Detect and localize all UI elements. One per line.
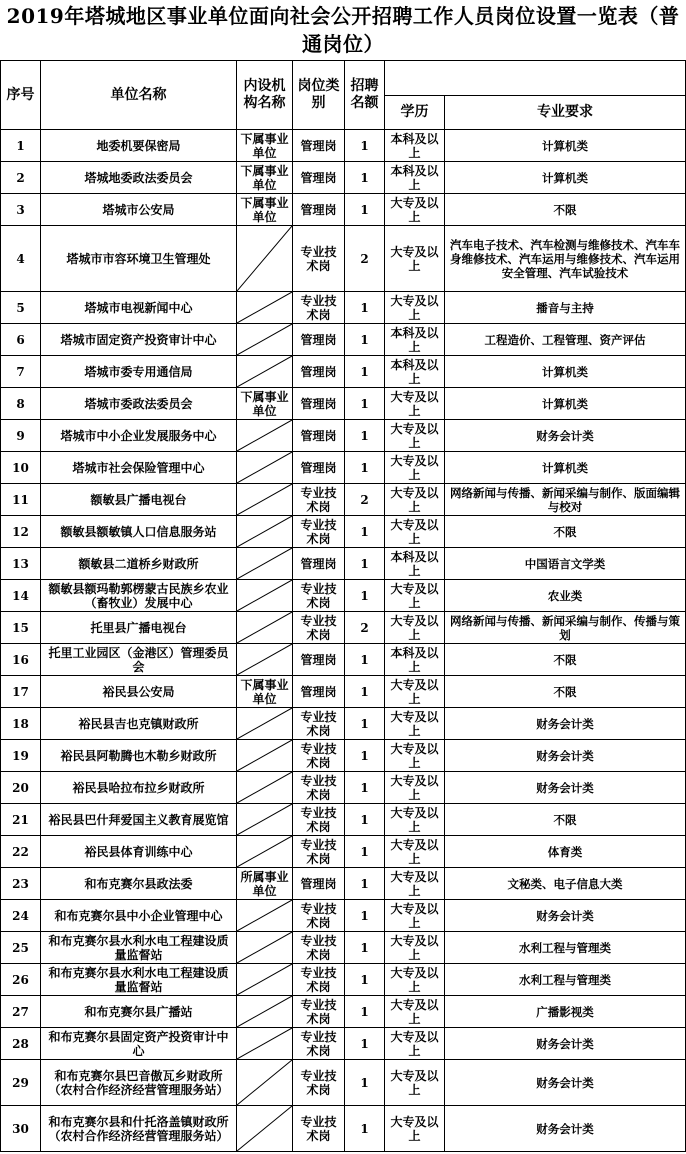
cell-seq: 20 — [1, 772, 41, 804]
header-edu: 学历 — [385, 96, 445, 130]
cell-count: 1 — [345, 708, 385, 740]
cell-type: 专业技术岗 — [293, 484, 345, 516]
cell-edu: 大专及以上 — [385, 996, 445, 1028]
cell-major: 水利工程与管理类 — [445, 932, 686, 964]
cell-edu: 大专及以上 — [385, 1106, 445, 1152]
cell-major: 中国语言文学类 — [445, 548, 686, 580]
cell-seq: 19 — [1, 740, 41, 772]
cell-type: 专业技术岗 — [293, 740, 345, 772]
cell-inner — [237, 996, 293, 1028]
cell-major: 财务会计类 — [445, 1106, 686, 1152]
diagonal-slash-icon — [237, 804, 292, 835]
cell-inner — [237, 612, 293, 644]
header-seq: 序号 — [1, 61, 41, 130]
cell-type: 专业技术岗 — [293, 612, 345, 644]
cell-type: 管理岗 — [293, 324, 345, 356]
cell-inner — [237, 964, 293, 996]
cell-unit: 裕民县体育训练中心 — [41, 836, 237, 868]
cell-unit: 额敏县二道桥乡财政所 — [41, 548, 237, 580]
diagonal-slash-icon — [237, 484, 292, 515]
cell-type: 管理岗 — [293, 194, 345, 226]
cell-edu: 大专及以上 — [385, 804, 445, 836]
cell-edu: 本科及以上 — [385, 356, 445, 388]
cell-edu: 本科及以上 — [385, 130, 445, 162]
page-title: 2019年塔城地区事业单位面向社会公开招聘工作人员岗位设置一览表（普通岗位） — [6, 4, 680, 56]
cell-inner — [237, 516, 293, 548]
cell-count: 1 — [345, 964, 385, 996]
cell-type: 管理岗 — [293, 548, 345, 580]
cell-count: 1 — [345, 548, 385, 580]
table-row — [1, 452, 686, 484]
table-row — [1, 612, 686, 644]
cell-unit: 额敏县额玛勒郭楞蒙古民族乡农业（畜牧业）发展中心 — [41, 580, 237, 612]
cell-major: 水利工程与管理类 — [445, 964, 686, 996]
cell-count: 1 — [345, 388, 385, 420]
cell-major: 不限 — [445, 676, 686, 708]
cell-inner: 下属事业单位 — [237, 388, 293, 420]
cell-unit: 和布克赛尔县水利水电工程建设质量监督站 — [41, 932, 237, 964]
cell-edu: 本科及以上 — [385, 162, 445, 194]
cell-major: 不限 — [445, 644, 686, 676]
cell-count: 1 — [345, 1106, 385, 1152]
cell-unit: 塔城市固定资产投资审计中心 — [41, 324, 237, 356]
cell-seq: 29 — [1, 1060, 41, 1106]
cell-type: 管理岗 — [293, 868, 345, 900]
cell-major: 文秘类、电子信息大类 — [445, 868, 686, 900]
cell-type: 专业技术岗 — [293, 964, 345, 996]
cell-edu: 大专及以上 — [385, 868, 445, 900]
cell-edu: 本科及以上 — [385, 548, 445, 580]
cell-type: 专业技术岗 — [293, 708, 345, 740]
cell-edu: 大专及以上 — [385, 836, 445, 868]
table-body — [1, 130, 686, 1152]
table-row — [1, 1028, 686, 1060]
cell-edu: 大专及以上 — [385, 932, 445, 964]
cell-inner — [237, 836, 293, 868]
cell-type: 专业技术岗 — [293, 836, 345, 868]
cell-edu: 大专及以上 — [385, 900, 445, 932]
diagonal-slash-icon — [237, 996, 292, 1027]
cell-type: 管理岗 — [293, 644, 345, 676]
cell-major: 不限 — [445, 804, 686, 836]
cell-unit: 和布克赛尔县和什托洛盖镇财政所（农村合作经济经营管理服务站） — [41, 1106, 237, 1152]
cell-unit: 和布克赛尔县广播站 — [41, 996, 237, 1028]
cell-major: 网络新闻与传播、新闻采编与制作、版面编辑与校对 — [445, 484, 686, 516]
cell-major: 广播影视类 — [445, 996, 686, 1028]
table-row — [1, 162, 686, 194]
diagonal-slash-icon — [237, 612, 292, 643]
cell-edu: 大专及以上 — [385, 964, 445, 996]
cell-inner: 下属事业单位 — [237, 162, 293, 194]
cell-type: 管理岗 — [293, 676, 345, 708]
cell-unit: 和布克赛尔县巴音傲瓦乡财政所（农村合作经济经营管理服务站） — [41, 1060, 237, 1106]
table-row — [1, 964, 686, 996]
cell-seq: 9 — [1, 420, 41, 452]
table-row — [1, 420, 686, 452]
header-type: 岗位类别 — [293, 61, 345, 130]
diagonal-slash-icon — [237, 1106, 292, 1151]
diagonal-slash-icon — [237, 1060, 292, 1105]
cell-seq: 25 — [1, 932, 41, 964]
cell-type: 专业技术岗 — [293, 772, 345, 804]
cell-count: 2 — [345, 226, 385, 292]
diagonal-slash-icon — [237, 964, 292, 995]
cell-unit: 托里工业园区（金港区）管理委员会 — [41, 644, 237, 676]
cell-seq: 22 — [1, 836, 41, 868]
cell-inner — [237, 484, 293, 516]
cell-inner — [237, 708, 293, 740]
cell-major: 农业类 — [445, 580, 686, 612]
cell-inner — [237, 1060, 293, 1106]
cell-seq: 26 — [1, 964, 41, 996]
cell-count: 1 — [345, 772, 385, 804]
cell-seq: 15 — [1, 612, 41, 644]
cell-count: 1 — [345, 1060, 385, 1106]
cell-unit: 裕民县巴什拜爱国主义教育展览馆 — [41, 804, 237, 836]
cell-unit: 托里县广播电视台 — [41, 612, 237, 644]
cell-seq: 10 — [1, 452, 41, 484]
cell-count: 1 — [345, 868, 385, 900]
table-row — [1, 740, 686, 772]
diagonal-slash-icon — [237, 420, 292, 451]
cell-seq: 21 — [1, 804, 41, 836]
cell-edu: 大专及以上 — [385, 226, 445, 292]
cell-count: 1 — [345, 452, 385, 484]
header-unit: 单位名称 — [41, 61, 237, 130]
table-row — [1, 996, 686, 1028]
cell-seq: 7 — [1, 356, 41, 388]
cell-count: 1 — [345, 1028, 385, 1060]
cell-inner — [237, 740, 293, 772]
cell-count: 1 — [345, 996, 385, 1028]
cell-major: 财务会计类 — [445, 772, 686, 804]
cell-unit: 塔城市中小企业发展服务中心 — [41, 420, 237, 452]
cell-inner — [237, 900, 293, 932]
cell-count: 1 — [345, 194, 385, 226]
cell-edu: 大专及以上 — [385, 292, 445, 324]
table-row — [1, 868, 686, 900]
cell-major: 财务会计类 — [445, 900, 686, 932]
cell-count: 1 — [345, 900, 385, 932]
cell-major: 财务会计类 — [445, 708, 686, 740]
cell-unit: 和布克赛尔县固定资产投资审计中心 — [41, 1028, 237, 1060]
cell-type: 专业技术岗 — [293, 292, 345, 324]
cell-major: 计算机类 — [445, 356, 686, 388]
diagonal-slash-icon — [237, 226, 292, 291]
cell-inner — [237, 644, 293, 676]
cell-inner — [237, 932, 293, 964]
table-row — [1, 516, 686, 548]
table-row — [1, 194, 686, 226]
cell-count: 1 — [345, 580, 385, 612]
cell-inner — [237, 1028, 293, 1060]
table-row — [1, 226, 686, 292]
cell-inner — [237, 452, 293, 484]
cell-inner — [237, 772, 293, 804]
cell-type: 专业技术岗 — [293, 1028, 345, 1060]
cell-count: 1 — [345, 292, 385, 324]
cell-major: 汽车电子技术、汽车检测与维修技术、汽车车身维修技术、汽车运用与维修技术、汽车运用安全管理、汽车试验技术 — [445, 226, 686, 292]
diagonal-slash-icon — [237, 452, 292, 483]
cell-count: 1 — [345, 516, 385, 548]
cell-edu: 本科及以上 — [385, 324, 445, 356]
cell-major: 计算机类 — [445, 130, 686, 162]
cell-inner: 下属事业单位 — [237, 130, 293, 162]
cell-unit: 和布克赛尔县政法委 — [41, 868, 237, 900]
header-row-top — [1, 61, 686, 96]
cell-edu: 大专及以上 — [385, 676, 445, 708]
cell-count: 1 — [345, 324, 385, 356]
cell-unit: 塔城市公安局 — [41, 194, 237, 226]
cell-inner — [237, 226, 293, 292]
cell-seq: 24 — [1, 900, 41, 932]
cell-inner — [237, 356, 293, 388]
cell-unit: 裕民县公安局 — [41, 676, 237, 708]
table-row — [1, 356, 686, 388]
table-row — [1, 676, 686, 708]
cell-type: 管理岗 — [293, 162, 345, 194]
cell-type: 管理岗 — [293, 130, 345, 162]
cell-inner — [237, 1106, 293, 1152]
cell-edu: 大专及以上 — [385, 1060, 445, 1106]
cell-major: 网络新闻与传播、新闻采编与制作、传播与策划 — [445, 612, 686, 644]
cell-seq: 12 — [1, 516, 41, 548]
table-row — [1, 484, 686, 516]
table-row — [1, 1060, 686, 1106]
cell-major: 不限 — [445, 516, 686, 548]
cell-count: 2 — [345, 484, 385, 516]
cell-edu: 大专及以上 — [385, 580, 445, 612]
cell-unit: 额敏县广播电视台 — [41, 484, 237, 516]
cell-seq: 4 — [1, 226, 41, 292]
cell-seq: 14 — [1, 580, 41, 612]
cell-type: 管理岗 — [293, 452, 345, 484]
cell-inner: 下属事业单位 — [237, 676, 293, 708]
cell-major: 播音与主持 — [445, 292, 686, 324]
cell-edu: 大专及以上 — [385, 516, 445, 548]
cell-seq: 11 — [1, 484, 41, 516]
cell-unit: 裕民县哈拉布拉乡财政所 — [41, 772, 237, 804]
diagonal-slash-icon — [237, 772, 292, 803]
cell-edu: 大专及以上 — [385, 612, 445, 644]
cell-major: 计算机类 — [445, 452, 686, 484]
cell-count: 1 — [345, 804, 385, 836]
cell-seq: 3 — [1, 194, 41, 226]
cell-count: 1 — [345, 356, 385, 388]
cell-inner — [237, 292, 293, 324]
cell-type: 专业技术岗 — [293, 1060, 345, 1106]
table-row — [1, 388, 686, 420]
table-row — [1, 708, 686, 740]
table-row — [1, 932, 686, 964]
cell-inner — [237, 580, 293, 612]
cell-edu: 大专及以上 — [385, 740, 445, 772]
cell-unit: 塔城市社会保险管理中心 — [41, 452, 237, 484]
cell-type: 管理岗 — [293, 420, 345, 452]
header-conditions — [385, 61, 686, 96]
cell-major: 工程造价、工程管理、资产评估 — [445, 324, 686, 356]
diagonal-slash-icon — [237, 1028, 292, 1059]
cell-inner — [237, 324, 293, 356]
table-row — [1, 644, 686, 676]
cell-unit: 塔城市委专用通信局 — [41, 356, 237, 388]
diagonal-slash-icon — [237, 708, 292, 739]
cell-unit: 塔城市市容环境卫生管理处 — [41, 226, 237, 292]
cell-inner — [237, 420, 293, 452]
cell-major: 不限 — [445, 194, 686, 226]
positions-table — [0, 60, 686, 1152]
cell-count: 1 — [345, 676, 385, 708]
diagonal-slash-icon — [237, 324, 292, 355]
table-row — [1, 130, 686, 162]
cell-edu: 大专及以上 — [385, 452, 445, 484]
diagonal-slash-icon — [237, 932, 292, 963]
cell-type: 专业技术岗 — [293, 580, 345, 612]
cell-count: 1 — [345, 162, 385, 194]
cell-seq: 16 — [1, 644, 41, 676]
cell-unit: 地委机要保密局 — [41, 130, 237, 162]
cell-unit: 塔城市电视新闻中心 — [41, 292, 237, 324]
cell-seq: 23 — [1, 868, 41, 900]
cell-major: 体育类 — [445, 836, 686, 868]
cell-seq: 28 — [1, 1028, 41, 1060]
table-row — [1, 900, 686, 932]
cell-inner — [237, 804, 293, 836]
cell-major: 财务会计类 — [445, 1028, 686, 1060]
cell-major: 计算机类 — [445, 162, 686, 194]
cell-unit: 塔城市委政法委员会 — [41, 388, 237, 420]
cell-major: 财务会计类 — [445, 1060, 686, 1106]
cell-unit: 裕民县吉也克镇财政所 — [41, 708, 237, 740]
cell-count: 1 — [345, 836, 385, 868]
table-row — [1, 1106, 686, 1152]
cell-edu: 大专及以上 — [385, 388, 445, 420]
cell-edu: 大专及以上 — [385, 772, 445, 804]
diagonal-slash-icon — [237, 292, 292, 323]
cell-count: 1 — [345, 740, 385, 772]
diagonal-slash-icon — [237, 900, 292, 931]
cell-unit: 塔城地委政法委员会 — [41, 162, 237, 194]
cell-major: 财务会计类 — [445, 420, 686, 452]
cell-type: 专业技术岗 — [293, 996, 345, 1028]
cell-count: 1 — [345, 420, 385, 452]
cell-inner: 下属事业单位 — [237, 194, 293, 226]
table-row — [1, 324, 686, 356]
header-major: 专业要求 — [445, 96, 686, 130]
table-row — [1, 548, 686, 580]
cell-edu: 大专及以上 — [385, 708, 445, 740]
cell-type: 专业技术岗 — [293, 804, 345, 836]
diagonal-slash-icon — [237, 580, 292, 611]
cell-seq: 5 — [1, 292, 41, 324]
cell-count: 2 — [345, 612, 385, 644]
cell-unit: 和布克赛尔县水利水电工程建设质量监督站 — [41, 964, 237, 996]
cell-type: 专业技术岗 — [293, 900, 345, 932]
cell-edu: 大专及以上 — [385, 1028, 445, 1060]
cell-unit: 额敏县额敏镇人口信息服务站 — [41, 516, 237, 548]
cell-seq: 1 — [1, 130, 41, 162]
cell-unit: 和布克赛尔县中小企业管理中心 — [41, 900, 237, 932]
header-inner: 内设机构名称 — [237, 61, 293, 130]
diagonal-slash-icon — [237, 836, 292, 867]
diagonal-slash-icon — [237, 356, 292, 387]
cell-seq: 6 — [1, 324, 41, 356]
cell-seq: 27 — [1, 996, 41, 1028]
cell-major: 计算机类 — [445, 388, 686, 420]
cell-major: 财务会计类 — [445, 740, 686, 772]
cell-seq: 17 — [1, 676, 41, 708]
cell-type: 专业技术岗 — [293, 226, 345, 292]
cell-unit: 裕民县阿勒腾也木勒乡财政所 — [41, 740, 237, 772]
cell-type: 管理岗 — [293, 356, 345, 388]
table-row — [1, 772, 686, 804]
cell-edu: 大专及以上 — [385, 484, 445, 516]
cell-type: 专业技术岗 — [293, 1106, 345, 1152]
cell-type: 管理岗 — [293, 388, 345, 420]
diagonal-slash-icon — [237, 516, 292, 547]
cell-count: 1 — [345, 130, 385, 162]
cell-count: 1 — [345, 932, 385, 964]
header-count: 招聘名额 — [345, 61, 385, 130]
diagonal-slash-icon — [237, 644, 292, 675]
diagonal-slash-icon — [237, 548, 292, 579]
table-row — [1, 836, 686, 868]
table-row — [1, 580, 686, 612]
table-row — [1, 292, 686, 324]
table-row — [1, 804, 686, 836]
cell-count: 1 — [345, 644, 385, 676]
cell-seq: 8 — [1, 388, 41, 420]
cell-inner: 所属事业单位 — [237, 868, 293, 900]
cell-edu: 大专及以上 — [385, 194, 445, 226]
cell-seq: 30 — [1, 1106, 41, 1152]
cell-edu: 本科及以上 — [385, 644, 445, 676]
diagonal-slash-icon — [237, 740, 292, 771]
cell-type: 专业技术岗 — [293, 932, 345, 964]
cell-inner — [237, 548, 293, 580]
cell-seq: 2 — [1, 162, 41, 194]
cell-seq: 13 — [1, 548, 41, 580]
cell-edu: 大专及以上 — [385, 420, 445, 452]
cell-seq: 18 — [1, 708, 41, 740]
cell-type: 专业技术岗 — [293, 516, 345, 548]
